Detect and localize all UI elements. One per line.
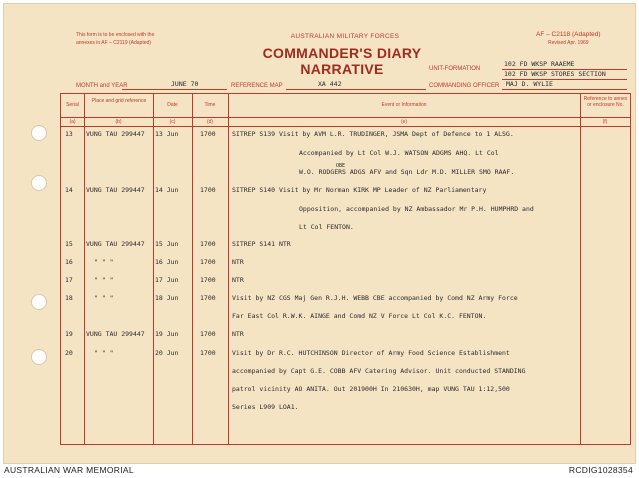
- entry-17-time: 1700: [200, 276, 216, 284]
- entry-18-date: 18 Jun: [155, 294, 179, 302]
- col-letter-b: (b): [115, 119, 122, 125]
- reference-map-label: REFERENCE MAP: [231, 83, 283, 89]
- month-underline: [122, 89, 227, 90]
- page-title: COMMANDER'S DIARY NARRATIVE: [262, 45, 422, 77]
- entry-13-place: VUNG TAU 299447: [86, 130, 145, 138]
- entry-19-time: 1700: [200, 330, 216, 338]
- table-bottom-border: [60, 444, 631, 445]
- entry-14-line2: Opposition, accompanied by NZ Ambassador Mr P.H. HUMPHRD and: [299, 205, 534, 213]
- month-year-value: JUNE 70: [171, 80, 199, 88]
- entry-20-line4: Series L909 LOA1.: [232, 403, 299, 411]
- entry-13-superscript: OBE: [336, 163, 346, 169]
- entry-18-serial: 18: [65, 294, 73, 302]
- entry-19-line1: NTR: [232, 330, 244, 338]
- entry-19-place: VUNG TAU 299447: [86, 330, 145, 338]
- entry-13-line2: Accompanied by Lt Col W.J. WATSON ADGMS AHQ. Lt Col: [299, 149, 499, 157]
- punch-hole: [31, 294, 47, 310]
- entry-20-place: " " ": [94, 349, 114, 357]
- entry-15-line1: SITREP S141 NTR: [232, 240, 291, 248]
- col-letter-f: (f): [602, 119, 608, 125]
- col-letter-c: (c): [169, 119, 176, 125]
- entry-14-serial: 14: [65, 186, 73, 194]
- entry-13-date: 13 Jun: [155, 130, 179, 138]
- entry-20-line1: Visit by Dr R.C. HUTCHINSON Director of Army Food Science Establishment: [232, 349, 510, 357]
- entry-15-date: 15 Jun: [155, 240, 179, 248]
- entry-18-place: " " ": [94, 294, 114, 302]
- entry-18-line2: Far East Col R.W.K. AINGE and Comd NZ V Force Lt Col K.C. FENTON.: [232, 312, 487, 320]
- entry-16-date: 16 Jun: [155, 258, 179, 266]
- entry-13-time: 1700: [200, 130, 216, 138]
- commanding-officer-value: MAJ D. WYLIE: [506, 80, 553, 88]
- form-revised: Revised Apr. 1969: [548, 40, 589, 46]
- entry-13-line3: W.O. RODGERS ADGS AFV and Sqn Ldr M.D. MILLER SMO RAAF.: [299, 168, 515, 176]
- punch-hole: [31, 175, 47, 191]
- col-rule: [630, 93, 631, 445]
- entry-20-date: 20 Jun: [155, 349, 179, 357]
- entry-14-line1: SITREP S140 Visit by Mr Norman KIRK MP Leader of NZ Parliamentary: [232, 186, 487, 194]
- col-rule: [153, 93, 154, 445]
- entry-14-date: 14 Jun: [155, 186, 179, 194]
- entry-18-line1: Visit by NZ CGS Maj Gen R.J.H. WEBB CBE accompanied by Comd NZ Army Force: [232, 294, 518, 302]
- col-letter-a: (a): [69, 119, 76, 125]
- col-rule: [580, 93, 581, 445]
- entry-20-line3: patrol vicinity AO ANITA. Out 201900H In 210630H, map VUNG TAU 1:12,500: [232, 385, 510, 393]
- unit-formation-label: UNIT-FORMATION: [429, 66, 481, 72]
- entry-14-place: VUNG TAU 299447: [86, 186, 145, 194]
- map-underline: [286, 89, 426, 90]
- entry-17-serial: 17: [65, 276, 73, 284]
- table-letter-border: [60, 117, 631, 118]
- col-rule: [228, 93, 229, 445]
- entry-16-line1: NTR: [232, 258, 244, 266]
- col-event-header: Event or Information: [381, 102, 427, 108]
- entry-14-line3: Lt Col FENTON.: [299, 223, 354, 231]
- punch-hole: [31, 125, 47, 141]
- col-reference-header: Reference to annex or enclosure No.: [583, 96, 628, 108]
- unit-underline: [502, 69, 627, 70]
- col-letter-e: (e): [400, 119, 408, 125]
- table-header-border: [60, 126, 631, 127]
- entry-15-place: VUNG TAU 299447: [86, 240, 145, 248]
- col-letter-d: (d): [206, 119, 214, 125]
- entry-19-serial: 19: [65, 330, 73, 338]
- reference-map-value: XA 442: [318, 80, 342, 88]
- col-date-header: Date: [167, 102, 178, 108]
- entry-13-line1: SITREP S139 Visit by AVM L.R. TRUDINGER, JSMA Dept of Defence to 1 ALSG.: [232, 130, 514, 138]
- form-note-line2: annexes in AF – C2119 (Adapted): [76, 40, 151, 46]
- entry-17-line1: NTR: [232, 276, 244, 284]
- punch-hole: [31, 349, 47, 365]
- commanding-officer-label: COMMANDING OFFICER: [429, 83, 500, 89]
- entry-15-serial: 15: [65, 240, 73, 248]
- col-rule: [84, 93, 85, 445]
- col-rule: [60, 93, 61, 445]
- entry-16-time: 1700: [200, 258, 216, 266]
- entry-20-time: 1700: [200, 349, 216, 357]
- table-top-border: [60, 93, 631, 94]
- form-number: AF – C2118 (Adapted): [536, 31, 601, 38]
- footer-source: AUSTRALIAN WAR MEMORIAL: [4, 465, 134, 475]
- col-time-header: Time: [204, 102, 216, 108]
- form-note-line1: This form is to be enclosed with the: [76, 32, 155, 38]
- entry-17-place: " " ": [94, 276, 114, 284]
- entry-13-serial: 13: [65, 130, 73, 138]
- organization-name: AUSTRALIAN MILITARY FORCES: [290, 33, 400, 40]
- col-serial-header: Serial: [66, 102, 79, 108]
- entry-20-line2: accompanied by Capt G.E. COBB AFV Catering Advisor. Unit conducted STANDING: [232, 367, 526, 375]
- footer-record-id: RCDIG1028354: [568, 465, 633, 475]
- unit-line1: 102 FD WKSP RAAEME: [504, 60, 575, 68]
- entry-16-place: " " ": [94, 258, 114, 266]
- entry-19-date: 19 Jun: [155, 330, 179, 338]
- entry-17-date: 17 Jun: [155, 276, 179, 284]
- entry-14-time: 1700: [200, 186, 216, 194]
- entry-16-serial: 16: [65, 258, 73, 266]
- entry-20-serial: 20: [65, 349, 73, 357]
- entry-18-time: 1700: [200, 294, 216, 302]
- col-place-header: Place and grid reference: [91, 98, 147, 104]
- unit-line2: 102 FD WKSP STORES SECTION: [504, 70, 606, 78]
- col-rule: [192, 93, 193, 445]
- month-year-label: MONTH and YEAR: [76, 83, 128, 89]
- entry-15-time: 1700: [200, 240, 216, 248]
- co-underline: [502, 89, 627, 90]
